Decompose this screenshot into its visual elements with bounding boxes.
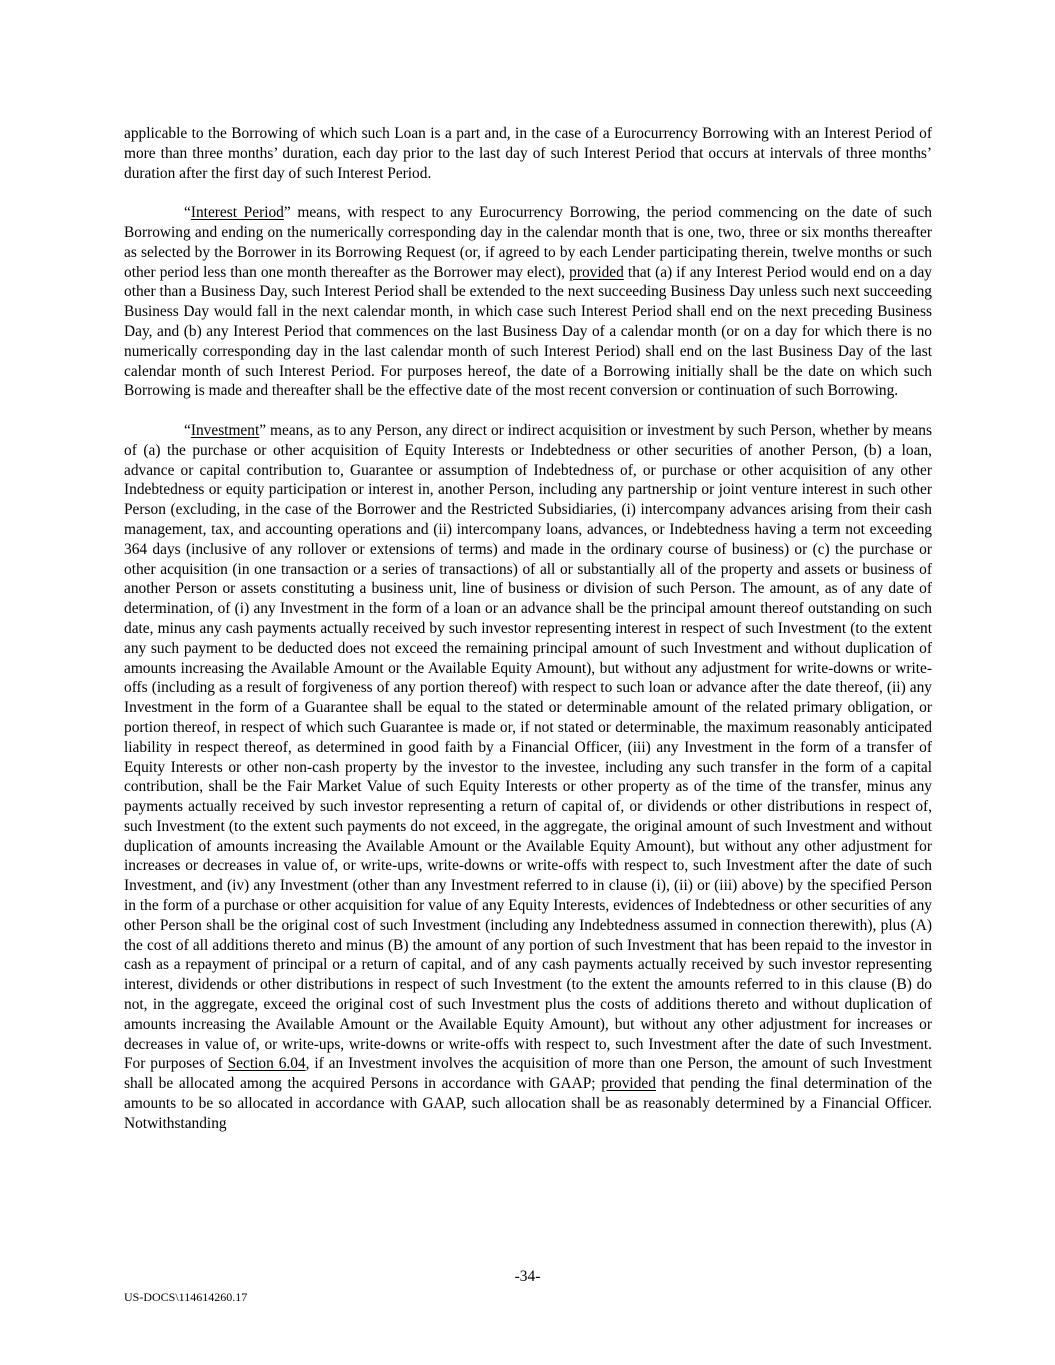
definition-text: that pending the final determination of the amounts to be so allocated in accordance with GAAP, such allocation shall be as reasonably determined by a Financial Officer. Notwithstanding [124,1075,933,1132]
definition-text: ” means, with respect to any Eurocurrency Borrowing, the period commencing on the date of such Borrowing and ending on the numerically corresponding day in the calendar month that is one, two, three or six months thereafter as selected by the Borrower in its Borrowing Request (or, if agreed to by each Lender participating therein, twelve months or such other period less than one month thereafter as the Borrower may elect), [124,204,932,281]
defined-term-interest-period: Interest Period [190,204,284,222]
proviso-provided: provided [601,1075,656,1093]
definition-text: ” means, as to any Person, any direct or indirect acquisition or investment by such Person, whether by means of (a) the purchase or other acquisition of Equity Interests or Indebtedness or other securities of another Person, (b) a loan, advance or capital contribution to, Guarantee or assumption of Indebtedness of, or purchase or other acquisition of any other Indebtedness or equity participation or interest in, another Person, including any partnership or joint venture interest in such other Person (excluding, in the case of the Borrower and the Restricted Subsidiaries, (i) intercompany advances arising from their cash management, tax, and accounting operations and (ii) intercompany loans, advances, or Indebtedness having a term not exceeding 364 days (inclusive of any rollover or extensions of terms) and made in the ordinary course of business) or (c) the purchase or other acquisition (in one transaction or a series of transactions) of all or substantially all of the property and assets or business of another Person or assets constituting a business unit, line of business or division of such Person. The amount, as of any date of determination, of (i) any Investment in the form of a loan or an advance shall be the principal amount thereof outstanding on such date, minus any cash payments actually received by such investor representing interest in respect of such Investment (to the extent any such payment to be deducted does not exceed the remaining principal amount of such Investment and without duplication of amounts increasing the Available Amount or the Available Equity Amount), but without any adjustment for write-downs or write-offs (including as a result of forgiveness of any portion thereof) with respect to such loan or advance after the date thereof, (ii) any Investment in the form of a Guarantee shall be equal to the stated or determinable amount of the related primary obligation, or portion thereof, in respect of which such Guarantee is made or, if not stated or determinable, the maximum reasonably anticipated liability in respect thereof, as determined in good faith by a Financial Officer, (iii) any Investment in the form of a transfer of Equity Interests or other non-cash property by the investor to the investee, including any such transfer in the form of a capital contribution, shall be the Fair Market Value of such Equity Interests or other property as of the time of the transfer, minus any payments actually received by such investor representing a return of capital of, or dividends or other distributions in respect of, such Investment (to the extent such payments do not exceed, in the aggregate, the original amount of such Investment and without duplication of amounts increasing the Available Amount or the Available Equity Amount), but without any other adjustment for increases or decreases in value of, or write-ups, write-downs or write-offs with respect to, such Investment after the date of such Investment, and (iv) any Investment (other than any Investment referred to in clause (i), (ii) or (iii) above) by the specified Person in the form of a purchase or other acquisition for value of any Equity Interests, evidences of Indebtedness or other securities of any other Person shall be the original cost of such Investment (including any Indebtedness assumed in connection therewith), plus (A) the cost of all additions thereto and minus (B) the amount of any portion of such Investment that has been repaid to the investor in cash as a repayment of principal or a return of capital, and of any cash payments actually received by such investor representing interest, dividends or other distributions in respect of such Investment (to the extent the amounts referred to in this clause (B) do not, in the aggregate, exceed the original cost of such Investment plus the costs of additions thereto and without duplication of amounts increasing the Available Amount or the Available Equity Amount), but without any other adjustment for increases or decreases in value of, or write-ups, write-downs or write-offs with respect to, such Investment after the date of such Investment. For purposes of [124,421,932,1073]
paragraph-continuation: applicable to the Borrowing of which such Loan is a part and, in the case of a Eurocurrency Borrowing with an Interest Period of more than three months’ duration, each day prior to the last day of such Interest Period that occurs at intervals of three months’ duration after the first day of such Interest Period. [124,125,932,182]
definition-interest-period [124,203,932,401]
defined-term-investment: Investment [190,421,260,439]
definition-text: , if an Investment involves the acquisition of more than one Person, the amount of such Investment shall be allocated among the acquired Persons in accordance with GAAP; [124,1055,932,1093]
proviso-provided: provided [569,263,624,281]
definition-text: that (a) if any Interest Period would end on a day other than a Business Day, such Interest Period shall be extended to the next succeeding Business Day unless such next succeeding Business Day would fall in the next calendar month, in which case such Interest Period shall end on the next preceding Business Day, and (b) any Interest Period that commences on the last Business Day of a calendar month (or on a day for which there is no numerically corresponding day in the last calendar month of such Interest Period) shall end on the last Business Day of the last calendar month of such Interest Period. For purposes hereof, the date of a Borrowing initially shall be the date on which such Borrowing is made and thereafter shall be the effective date of the most recent conversion or continuation of such Borrowing. [124,263,932,400]
open-quote: “ [184,204,191,222]
section-reference: Section 6.04 [227,1055,306,1073]
open-quote: “ [184,421,191,439]
definition-investment [124,421,932,1134]
page-number: -34- [514,1268,541,1285]
body-text [124,124,932,1153]
document-id: US-DOCS\114614260.17 [124,1290,248,1304]
